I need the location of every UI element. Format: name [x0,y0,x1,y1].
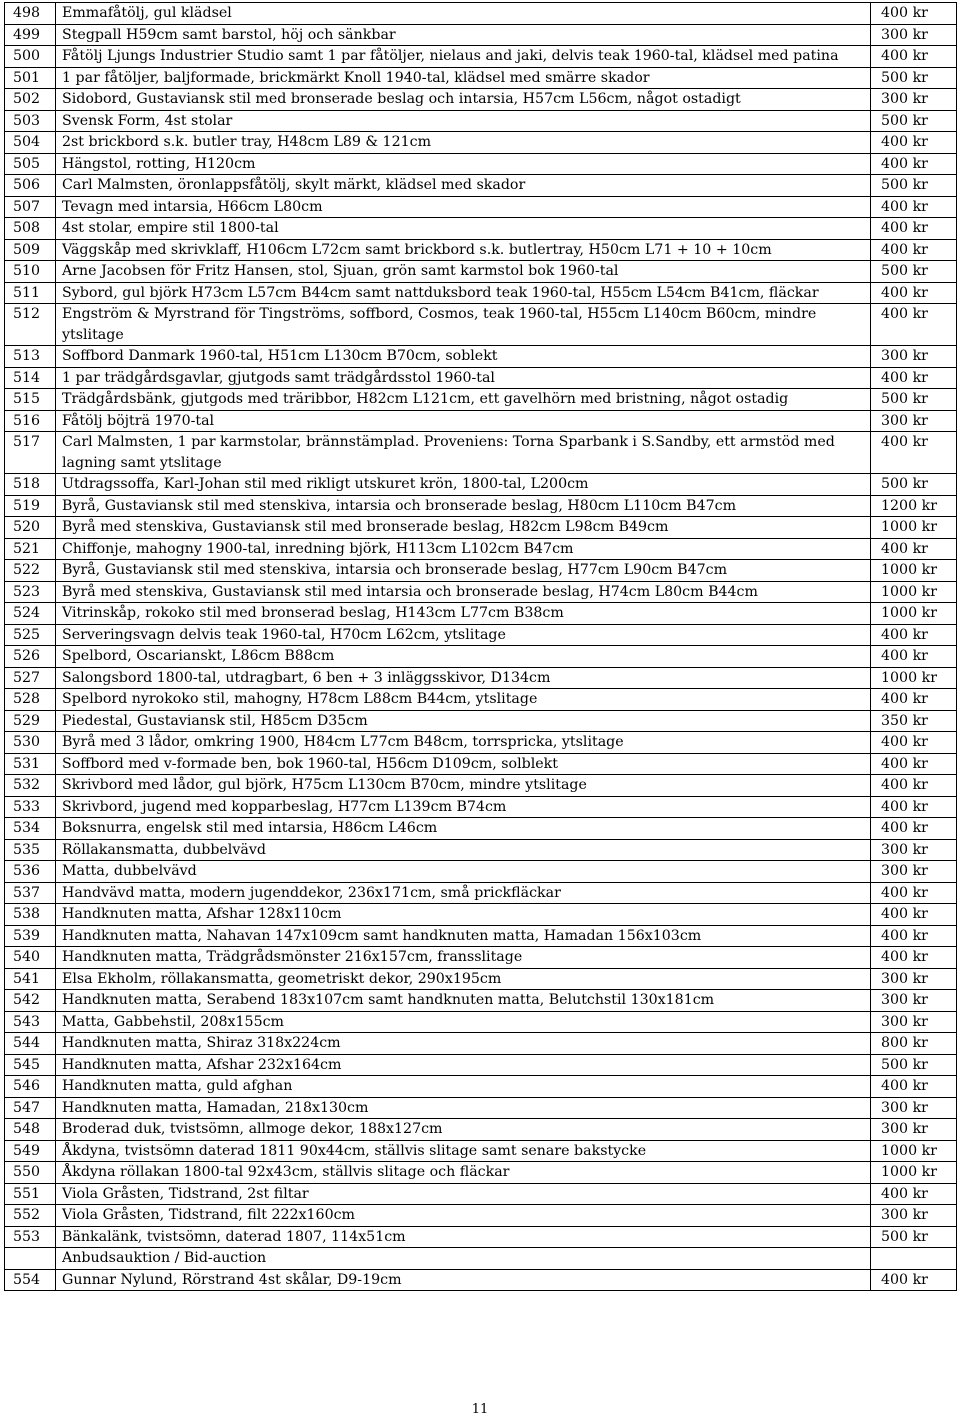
table-row [5,24,957,46]
lot-estimate: 500 kr [871,261,957,283]
table-row [5,1011,957,1033]
lot-estimate: 400 kr [871,775,957,797]
table-row [5,175,957,197]
lot-description: Spelbord nyrokoko stil, mahogny, H78cm L88cm B44cm, ytslitage [56,689,871,711]
lot-estimate: 300 kr [871,24,957,46]
table-row [5,239,957,261]
lot-number: 547 [5,1097,56,1119]
lot-description: Trädgårdsbänk, gjutgods med träribbor, H82cm L121cm, ett gavelhörn med bristning, något ostadig [56,389,871,411]
lot-number: 523 [5,581,56,603]
lot-number: 540 [5,947,56,969]
lot-number: 551 [5,1183,56,1205]
lot-number: 539 [5,925,56,947]
lot-number: 512 [5,304,56,346]
lot-description: 1 par fåtöljer, baljformade, brickmärkt Knoll 1940-tal, klädsel med smärre skador [56,67,871,89]
table-row [5,89,957,111]
lot-estimate: 1000 kr [871,667,957,689]
lot-description: Handknuten matta, Serabend 183x107cm samt handknuten matta, Belutchstil 130x181cm [56,990,871,1012]
lot-estimate: 400 kr [871,538,957,560]
lot-description: Handknuten matta, guld afghan [56,1076,871,1098]
table-row [5,603,957,625]
table-row [5,474,957,496]
lot-estimate: 1000 kr [871,517,957,539]
lot-number: 525 [5,624,56,646]
table-row [5,153,957,175]
lot-estimate: 300 kr [871,1119,957,1141]
lot-description: Engström & Myrstrand för Tingströms, soffbord, Cosmos, teak 1960-tal, H55cm L140cm B60cm, mindre ytslitage [56,304,871,346]
table-row [5,882,957,904]
table-row [5,1248,957,1270]
table-row [5,1162,957,1184]
lot-number: 509 [5,239,56,261]
lot-estimate: 400 kr [871,218,957,240]
lot-description: Emmafåtölj, gul klädsel [56,3,871,25]
lot-estimate: 300 kr [871,1011,957,1033]
lot-description: Carl Malmsten, öronlappsfåtölj, skylt märkt, klädsel med skador [56,175,871,197]
lot-description: Serveringsvagn delvis teak 1960-tal, H70cm L62cm, ytslitage [56,624,871,646]
lot-number: 533 [5,796,56,818]
lot-description: Röllakansmatta, dubbelvävd [56,839,871,861]
table-row [5,947,957,969]
lot-description: Byrå med stenskiva, Gustaviansk stil med bronserade beslag, H82cm L98cm B49cm [56,517,871,539]
lot-number: 507 [5,196,56,218]
page-number: 11 [471,1402,489,1417]
table-row [5,1140,957,1162]
lot-description: Boksnurra, engelsk stil med intarsia, H86cm L46cm [56,818,871,840]
lot-estimate: 1000 kr [871,1140,957,1162]
lot-description: Sybord, gul björk H73cm L57cm B44cm samt nattduksbord teak 1960-tal, H55cm L54cm B41cm, fläckar [56,282,871,304]
lot-number: 553 [5,1226,56,1248]
table-row [5,581,957,603]
lot-estimate: 400 kr [871,732,957,754]
lot-estimate: 300 kr [871,346,957,368]
lot-number: 518 [5,474,56,496]
table-row [5,261,957,283]
lot-number: 554 [5,1269,56,1291]
table-row [5,1076,957,1098]
lot-description: Salongsbord 1800-tal, utdragbart, 6 ben + 3 inläggsskivor, D134cm [56,667,871,689]
table-row [5,495,957,517]
lot-description: Byrå med 3 lådor, omkring 1900, H84cm L77cm B48cm, torrspricka, ytslitage [56,732,871,754]
lot-number: 504 [5,132,56,154]
lot-estimate: 400 kr [871,796,957,818]
lot-number: 508 [5,218,56,240]
table-row [5,753,957,775]
table-row [5,775,957,797]
table-row [5,389,957,411]
lot-estimate: 400 kr [871,367,957,389]
lot-description: Carl Malmsten, 1 par karmstolar, brännstämplad. Proveniens: Torna Sparbank i S.Sandby, ett armstöd med lagning samt ytslitage [56,432,871,474]
lot-number: 520 [5,517,56,539]
lot-estimate: 400 kr [871,46,957,68]
lot-description: Arne Jacobsen för Fritz Hansen, stol, Sjuan, grön samt karmstol bok 1960-tal [56,261,871,283]
lot-estimate: 400 kr [871,304,957,346]
lot-description: 1 par trädgårdsgavlar, gjutgods samt trädgårdsstol 1960-tal [56,367,871,389]
lot-description: Matta, dubbelvävd [56,861,871,883]
lot-description: Broderad duk, tvistsömn, allmoge dekor, 188x127cm [56,1119,871,1141]
lot-estimate: 1000 kr [871,1162,957,1184]
lot-number: 506 [5,175,56,197]
lot-description: Handknuten matta, Afshar 128x110cm [56,904,871,926]
table-row [5,538,957,560]
lot-number: 537 [5,882,56,904]
lot-estimate: 400 kr [871,689,957,711]
table-row [5,1097,957,1119]
lot-description: Byrå med stenskiva, Gustaviansk stil med intarsia och bronserade beslag, H74cm L80cm B44cm [56,581,871,603]
lot-number: 503 [5,110,56,132]
lot-estimate: 400 kr [871,153,957,175]
lot-estimate: 300 kr [871,839,957,861]
lot-description: Handknuten matta, Afshar 232x164cm [56,1054,871,1076]
lot-estimate [871,1248,957,1270]
lot-description: Anbudsauktion / Bid-auction [56,1248,871,1270]
table-row [5,1269,957,1291]
auction-catalog-table [4,2,957,1291]
lot-estimate: 400 kr [871,196,957,218]
table-row [5,218,957,240]
lot-description: Byrå, Gustaviansk stil med stenskiva, intarsia och bronserade beslag, H80cm L110cm B47cm [56,495,871,517]
lot-description: Soffbord Danmark 1960-tal, H51cm L130cm B70cm, soblekt [56,346,871,368]
lot-description: Skrivbord med lådor, gul björk, H75cm L130cm B70cm, mindre ytslitage [56,775,871,797]
lot-estimate: 300 kr [871,1097,957,1119]
lot-number: 511 [5,282,56,304]
lot-number: 549 [5,1140,56,1162]
lot-estimate: 400 kr [871,282,957,304]
lot-number: 541 [5,968,56,990]
lot-estimate: 400 kr [871,432,957,474]
lot-estimate: 400 kr [871,882,957,904]
lot-description: Elsa Ekholm, röllakansmatta, geometriskt dekor, 290x195cm [56,968,871,990]
lot-description: Handknuten matta, Trädgrådsmönster 216x157cm, fransslitage [56,947,871,969]
lot-number [5,1248,56,1270]
lot-estimate: 400 kr [871,1076,957,1098]
lot-estimate: 400 kr [871,753,957,775]
table-row [5,3,957,25]
table-row [5,861,957,883]
lot-estimate: 1000 kr [871,581,957,603]
table-row [5,904,957,926]
table-row [5,968,957,990]
lot-estimate: 300 kr [871,410,957,432]
lot-number: 550 [5,1162,56,1184]
lot-estimate: 500 kr [871,389,957,411]
lot-number: 535 [5,839,56,861]
lot-estimate: 400 kr [871,239,957,261]
table-row [5,1205,957,1227]
table-row [5,990,957,1012]
lot-number: 532 [5,775,56,797]
lot-description: Tevagn med intarsia, H66cm L80cm [56,196,871,218]
lot-estimate: 500 kr [871,474,957,496]
lot-estimate: 1200 kr [871,495,957,517]
lot-number: 510 [5,261,56,283]
lot-estimate: 400 kr [871,818,957,840]
table-row [5,1119,957,1141]
table-row [5,839,957,861]
lot-estimate: 350 kr [871,710,957,732]
table-row [5,710,957,732]
lot-estimate: 800 kr [871,1033,957,1055]
table-row [5,367,957,389]
lot-number: 527 [5,667,56,689]
lot-number: 544 [5,1033,56,1055]
catalog-body [5,3,957,1291]
lot-number: 548 [5,1119,56,1141]
table-row [5,646,957,668]
lot-estimate: 300 kr [871,89,957,111]
lot-estimate: 300 kr [871,990,957,1012]
lot-estimate: 300 kr [871,968,957,990]
lot-description: Bänkalänk, tvistsömn, daterad 1807, 114x51cm [56,1226,871,1248]
table-row [5,1033,957,1055]
lot-description: 4st stolar, empire stil 1800-tal [56,218,871,240]
lot-number: 534 [5,818,56,840]
lot-number: 501 [5,67,56,89]
lot-description: Piedestal, Gustaviansk stil, H85cm D35cm [56,710,871,732]
lot-description: Soffbord med v-formade ben, bok 1960-tal, H56cm D109cm, solblekt [56,753,871,775]
lot-number: 531 [5,753,56,775]
table-row [5,282,957,304]
lot-number: 543 [5,1011,56,1033]
table-row [5,818,957,840]
lot-estimate: 400 kr [871,1269,957,1291]
lot-description: Handvävd matta, modern jugenddekor, 236x171cm, små prickfläckar [56,882,871,904]
table-row [5,410,957,432]
lot-description: Byrå, Gustaviansk stil med stenskiva, intarsia och bronserade beslag, H77cm L90cm B47cm [56,560,871,582]
lot-number: 522 [5,560,56,582]
lot-estimate: 400 kr [871,624,957,646]
table-row [5,732,957,754]
lot-number: 530 [5,732,56,754]
table-row [5,67,957,89]
table-row [5,346,957,368]
lot-number: 546 [5,1076,56,1098]
table-row [5,196,957,218]
lot-estimate: 1000 kr [871,560,957,582]
table-row [5,667,957,689]
lot-number: 545 [5,1054,56,1076]
lot-estimate: 400 kr [871,904,957,926]
lot-description: Sidobord, Gustaviansk stil med bronserade beslag och intarsia, H57cm L56cm, något ostadigt [56,89,871,111]
lot-number: 517 [5,432,56,474]
lot-number: 500 [5,46,56,68]
lot-description: 2st brickbord s.k. butler tray, H48cm L89 & 121cm [56,132,871,154]
lot-number: 526 [5,646,56,668]
lot-description: Chiffonje, mahogny 1900-tal, inredning björk, H113cm L102cm B47cm [56,538,871,560]
table-row [5,560,957,582]
lot-description: Åkdyna röllakan 1800-tal 92x43cm, ställvis slitage och fläckar [56,1162,871,1184]
lot-estimate: 500 kr [871,1226,957,1248]
table-row [5,1054,957,1076]
lot-number: 519 [5,495,56,517]
lot-number: 513 [5,346,56,368]
lot-number: 542 [5,990,56,1012]
lot-description: Hängstol, rotting, H120cm [56,153,871,175]
lot-description: Handknuten matta, Nahavan 147x109cm samt handknuten matta, Hamadan 156x103cm [56,925,871,947]
lot-description: Viola Gråsten, Tidstrand, filt 222x160cm [56,1205,871,1227]
lot-estimate: 300 kr [871,1205,957,1227]
lot-estimate: 400 kr [871,925,957,947]
lot-description: Handknuten matta, Shiraz 318x224cm [56,1033,871,1055]
table-row [5,1226,957,1248]
lot-description: Viola Gråsten, Tidstrand, 2st filtar [56,1183,871,1205]
table-row [5,132,957,154]
lot-estimate: 300 kr [871,861,957,883]
table-row [5,796,957,818]
lot-number: 552 [5,1205,56,1227]
lot-estimate: 400 kr [871,646,957,668]
lot-description: Skrivbord, jugend med kopparbeslag, H77cm L139cm B74cm [56,796,871,818]
lot-estimate: 400 kr [871,132,957,154]
lot-number: 538 [5,904,56,926]
lot-description: Stegpall H59cm samt barstol, höj och sänkbar [56,24,871,46]
lot-number: 515 [5,389,56,411]
table-row [5,517,957,539]
lot-estimate: 500 kr [871,67,957,89]
table-row [5,925,957,947]
lot-estimate: 500 kr [871,110,957,132]
lot-estimate: 400 kr [871,947,957,969]
lot-estimate: 500 kr [871,1054,957,1076]
lot-description: Fåtölj böjträ 1970-tal [56,410,871,432]
lot-estimate: 1000 kr [871,603,957,625]
lot-description: Spelbord, Oscarianskt, L86cm B88cm [56,646,871,668]
lot-number: 516 [5,410,56,432]
lot-number: 499 [5,24,56,46]
lot-number: 529 [5,710,56,732]
lot-description: Åkdyna, tvistsömn daterad 1811 90x44cm, ställvis slitage samt senare bakstycke [56,1140,871,1162]
lot-description: Väggskåp med skrivklaff, H106cm L72cm samt brickbord s.k. butlertray, H50cm L71 + 10 + 10cm [56,239,871,261]
lot-description: Svensk Form, 4st stolar [56,110,871,132]
table-row [5,1183,957,1205]
lot-number: 514 [5,367,56,389]
lot-number: 528 [5,689,56,711]
table-row [5,110,957,132]
lot-number: 524 [5,603,56,625]
table-row [5,624,957,646]
table-row [5,689,957,711]
lot-description: Matta, Gabbehstil, 208x155cm [56,1011,871,1033]
lot-description: Utdragssoffa, Karl-Johan stil med rikligt utskuret krön, 1800-tal, L200cm [56,474,871,496]
lot-description: Fåtölj Ljungs Industrier Studio samt 1 par fåtöljer, nielaus and jaki, delvis teak 1960-tal, klädsel med patina [56,46,871,68]
lot-description: Gunnar Nylund, Rörstrand 4st skålar, D9-19cm [56,1269,871,1291]
lot-number: 505 [5,153,56,175]
lot-description: Vitrinskåp, rokoko stil med bronserad beslag, H143cm L77cm B38cm [56,603,871,625]
lot-description: Handknuten matta, Hamadan, 218x130cm [56,1097,871,1119]
lot-number: 498 [5,3,56,25]
lot-estimate: 400 kr [871,3,957,25]
lot-estimate: 500 kr [871,175,957,197]
table-row [5,432,957,474]
table-row [5,46,957,68]
lot-estimate: 400 kr [871,1183,957,1205]
lot-number: 502 [5,89,56,111]
lot-number: 536 [5,861,56,883]
lot-number: 521 [5,538,56,560]
table-row [5,304,957,346]
